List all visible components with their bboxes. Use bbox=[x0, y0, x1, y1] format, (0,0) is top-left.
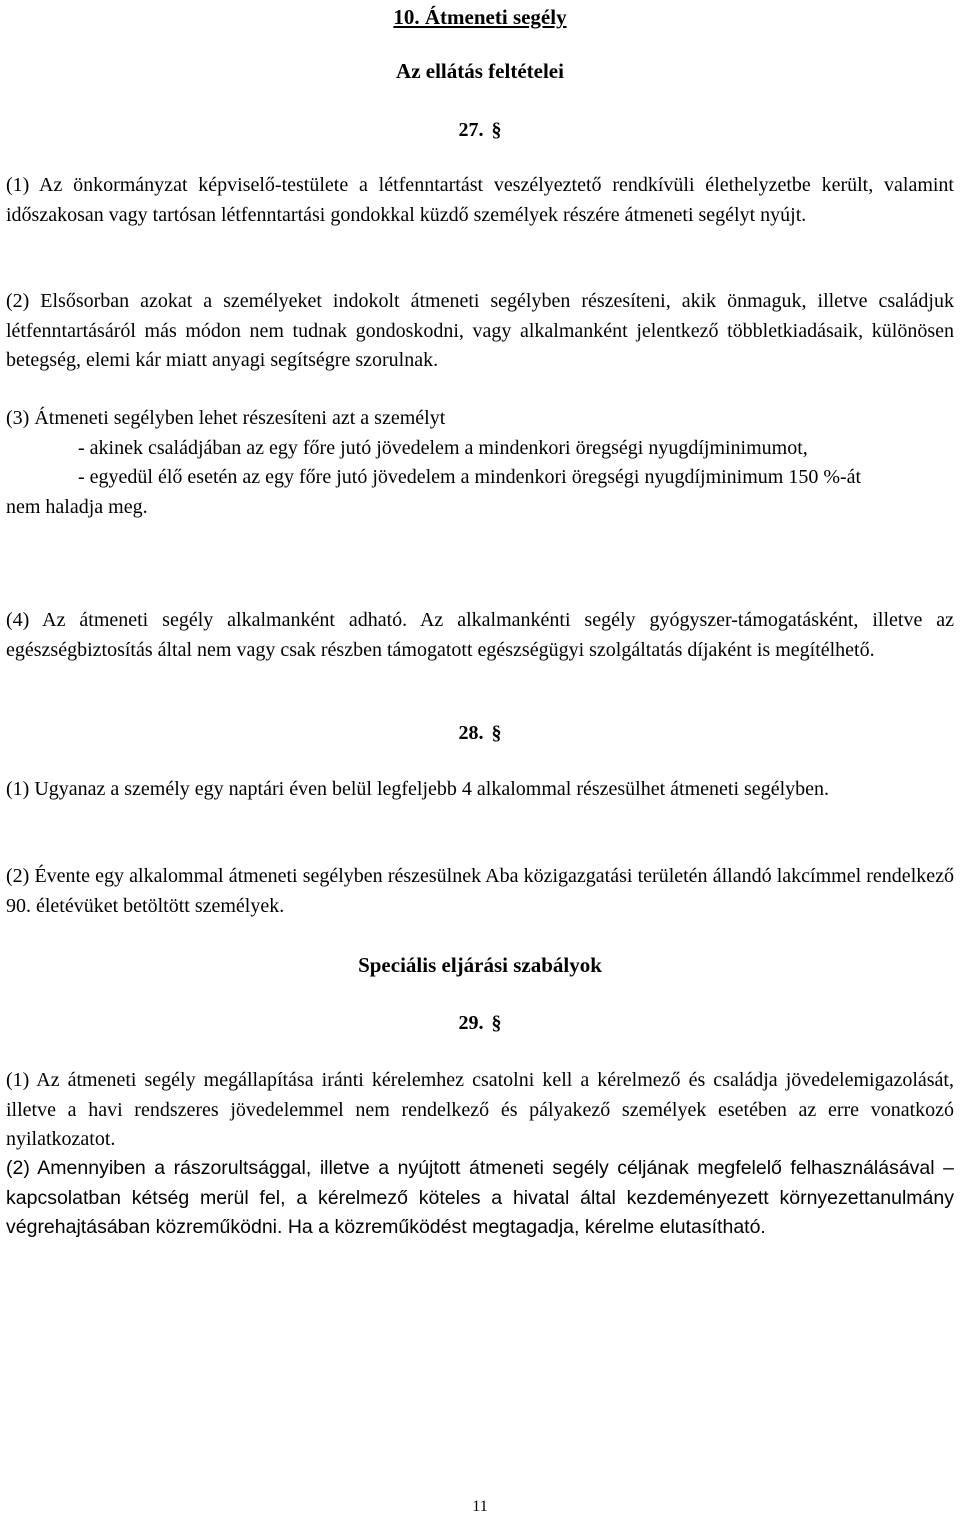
list-item: - akinek családjában az egy főre jutó jövedelem a mindenkori öregségi nyugdíjminimumot, bbox=[78, 436, 808, 459]
section28-paragraph-2 bbox=[6, 862, 954, 921]
paragraph-text: (1) Ugyanaz a személy egy naptári éven belül legfeljebb 4 alkalommal részesülhet átmeneti segélyben. bbox=[6, 778, 829, 800]
paragraph-number-27 bbox=[0, 115, 960, 145]
paragraph-text: (1) Az átmeneti segély megállapítása iránti kérelemhez csatolni kell a kérelmező és családja jövedelemigazolását, illetve a havi rendszeres jövedelemmel nem rendelkező és pályakező személyek esetében az erre vonatkozó nyilatkozatot. bbox=[6, 1069, 954, 1150]
section28-paragraph-1 bbox=[6, 775, 954, 805]
paragraph-number-28 bbox=[0, 718, 960, 748]
section-symbol: § bbox=[491, 119, 502, 141]
paragraph-text: (2) Elsősorban azokat a személyeket indokolt átmeneti segélyben részesíteni, akik önmaguk, illetve családjuk létfenntartásáról más módon nem tudnak gondoskodni, vagy alkalmanként jelentkező többletkiadásaik, különösen betegség, elemi kár miatt anyagi segítségre szorulnak. bbox=[6, 290, 954, 371]
paragraph-text: (2) Amennyiben a rászorultsággal, illetve a nyújtott átmeneti segély céljának megfelelő felhasználásával – kapcsolatban kétség merül fel, a kérelmező köteles a hivatal által kezdeményezett környezettanulmány végrehajtásában közreműködni. Ha a közreműködést megtagadja, kérelme elutasítható. bbox=[6, 1157, 954, 1238]
paragraph-text: (4) Az átmeneti segély alkalmanként adható. Az alkalmankénti segély gyógyszer-támogatásként, illetve az egészségbiztosítás által nem vagy csak részben támogatott egészségügyi szolgáltatás díjaként is megítélhető. bbox=[6, 609, 954, 661]
paragraph-number-text: 27. bbox=[458, 119, 484, 141]
section27-paragraph-2 bbox=[6, 287, 954, 376]
section-title-conditions: Az ellátás feltételei bbox=[396, 59, 564, 83]
paragraph-number-29 bbox=[0, 1008, 960, 1038]
section27-paragraph-3 bbox=[6, 404, 954, 522]
section-symbol: § bbox=[491, 722, 502, 744]
paragraph-number-text: 29. bbox=[458, 1012, 484, 1034]
section-title-procedures: Speciális eljárási szabályok bbox=[358, 953, 602, 977]
paragraph-intro: (3) Átmeneti segélyben lehet részesíteni azt a személyt bbox=[6, 407, 446, 429]
section29-paragraph-2 bbox=[6, 1154, 954, 1243]
page-number: 11 bbox=[472, 1498, 488, 1515]
section29-paragraph-1 bbox=[6, 1066, 954, 1155]
paragraph-number-text: 28. bbox=[458, 722, 484, 744]
list-item: - egyedül élő esetén az egy főre jutó jövedelem a mindenkori öregségi nyugdíjminimum 150 %-át bbox=[78, 466, 862, 488]
section27-paragraph-1 bbox=[6, 171, 954, 230]
paragraph-text: (2) Évente egy alkalommal átmeneti segélyben részesülnek Aba közigazgatási területén állandó lakcímmel rendelkező 90. életévüket betöltött személyek. bbox=[6, 865, 954, 917]
paragraph-text: (1) Az önkormányzat képviselő-testülete a létfenntartást veszélyeztető rendkívüli élethelyzetbe került, valamint időszakosan vagy tartósan létfenntartási gondokkal küzdő személyek részére átmeneti segélyt nyújt. bbox=[6, 174, 954, 226]
section27-paragraph-4 bbox=[6, 606, 954, 665]
paragraph-outro: nem haladja meg. bbox=[6, 495, 148, 518]
chapter-title: 10. Átmeneti segély bbox=[393, 5, 567, 29]
section-symbol: § bbox=[491, 1012, 502, 1034]
